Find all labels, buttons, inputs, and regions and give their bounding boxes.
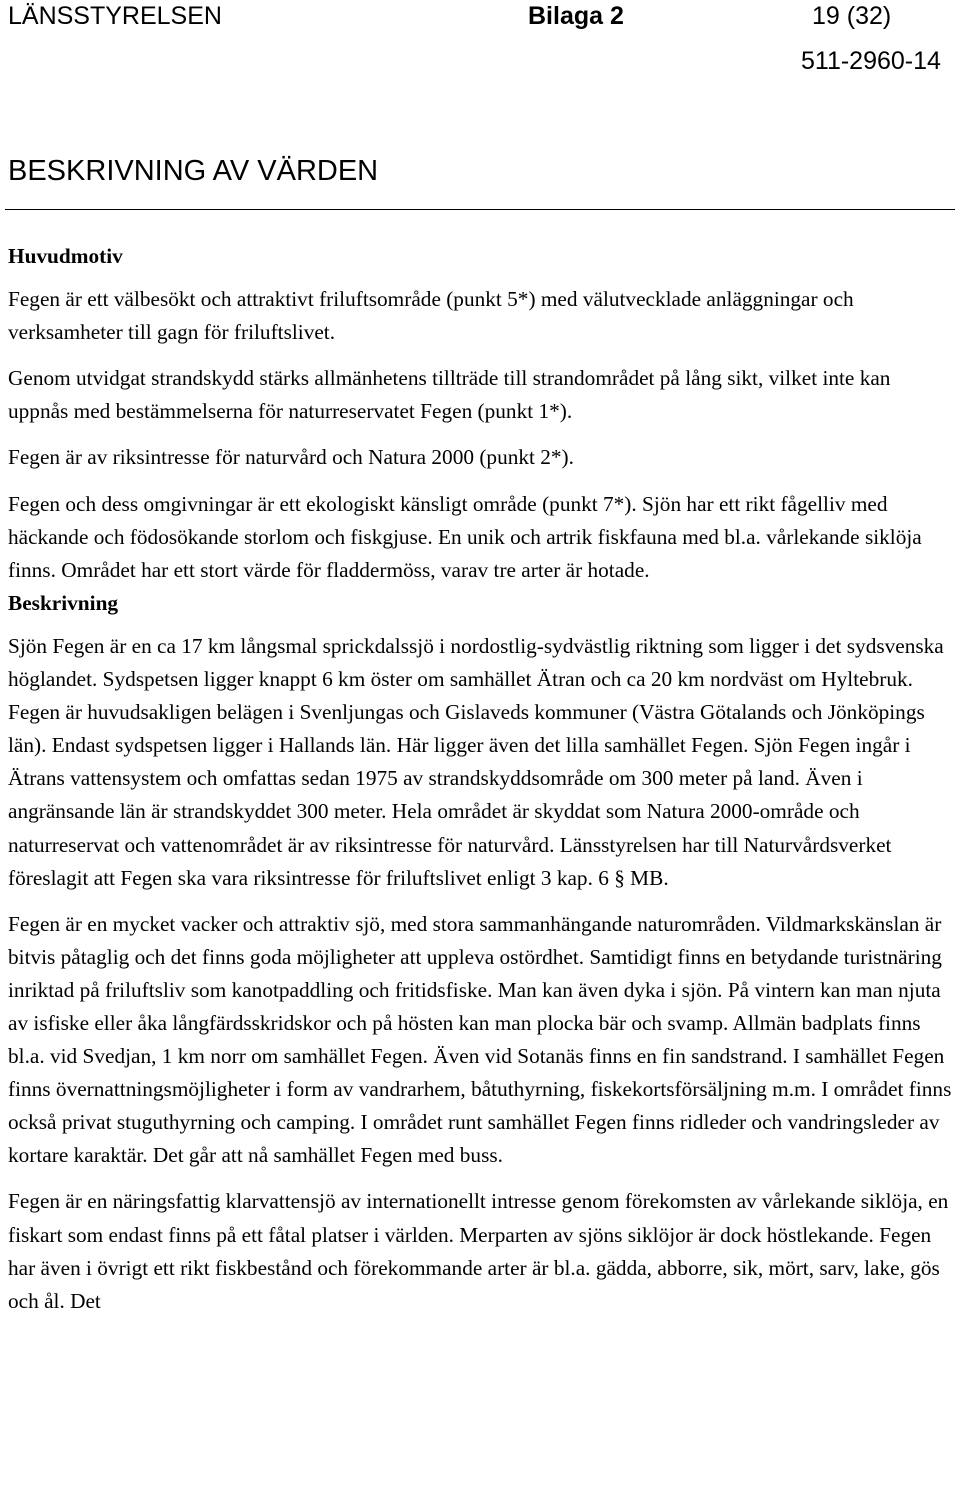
paragraph: Genom utvidgat strandskydd stärks allmänhetens tillträde till strandområdet på lång sikt, vilket inte kan uppnås med bestämmelserna för naturreservatet Fegen (punkt 1*). [8, 366, 891, 424]
section-heading-beskrivning: Beskrivning [8, 590, 119, 615]
organization-name: LÄNSSTYRELSEN [8, 2, 222, 30]
reference-number: 511-2960-14 [801, 47, 941, 75]
paragraph: Sjön Fegen är en ca 17 km långsmal sprickdalssjö i nordostlig-sydvästlig riktning som ligger i det sydsvenska höglandet. Sydspetsen ligger knappt 6 km öster om samhället Ätran och ca 20 km nordväst om Hyltebruk. Fegen är huvudsakligen belägen i Svenljungas och Gislaveds kommuner (Västra Götalands och Jönköpings län). Endast sydspetsen ligger i Hallands län. Här ligger även det lilla samhället Fegen. Sjön Fegen ingår i Ätrans vattensystem och omfattas sedan 1975 av strandskyddsområde om 300 meter på land. Även i angränsande län är strandskyddet 300 meter. Hela området är skyddat som Natura 2000-område och naturreservat och vattenområdet är av riksintresse för naturvård. Länsstyrelsen har till Naturvårdsverket föreslagit att Fegen ska vara riksintresse för friluftslivet enligt 3 kap. 6 § MB. [8, 633, 944, 890]
document-body [8, 240, 953, 1318]
section-heading-huvudmotiv: Huvudmotiv [8, 244, 123, 268]
attachment-label: Bilaga 2 [528, 2, 624, 30]
paragraph: Fegen och dess omgivningar är ett ekologiskt känsligt område (punkt 7*). Sjön har ett rikt fågelliv med häckande och födosökande storlom och fiskgjuse. En unik och artrik fiskfauna med bl.a. vårlekande siklöja finns. Området har ett stort värde för fladdermöss, varav tre arter är hotade. [8, 491, 922, 582]
page-number: 19 (32) [812, 2, 892, 30]
page-title: BESKRIVNING AV VÄRDEN [8, 155, 379, 187]
paragraph: Fegen är en mycket vacker och attraktiv sjö, med stora sammanhängande naturområden. Vildmarkskänslan är bitvis påtaglig och det finns goda möjligheter att uppleva ostördhet. Samtidigt finns en betydande turistnäring inriktad på friluftsliv som kanotpaddling och fritidsfiske. Man kan även dyka i sjön. På vintern kan man njuta av isfiske eller åka långfärdsskridskor och på hösten kan man plocka bär och svamp. Allmän badplats finns bl.a. vid Svedjan, 1 km norr om samhället Fegen. Även vid Sotanäs finns en fin sandstrand. I samhället Fegen finns övernattningsmöjligheter i form av vandrarhem, båtuthyrning, fiskekortsförsäljning m.m. I området finns också privat stuguthyrning och camping. I området runt samhället Fegen finns ridleder och vandringsleder av kortare karaktär. Det går att nå samhället Fegen med buss. [8, 911, 952, 1168]
title-divider [5, 209, 955, 210]
paragraph: Fegen är av riksintresse för naturvård och Natura 2000 (punkt 2*). [8, 445, 574, 470]
paragraph: Fegen är ett välbesökt och attraktivt friluftsområde (punkt 5*) med välutvecklade anläggningar och verksamheter till gagn för friluftslivet. [8, 287, 854, 345]
paragraph: Fegen är en näringsfattig klarvattensjö av internationellt intresse genom förekomsten av vårlekande siklöja, en fiskart som endast finns på ett fåtal platser i världen. Merparten av sjöns siklöjor är dock höstlekande. Fegen har även i övrigt ett rikt fiskbestånd och förekommande arter är bl.a. gädda, abborre, sik, mört, sarv, lake, gös och ål. Det [8, 1189, 949, 1313]
